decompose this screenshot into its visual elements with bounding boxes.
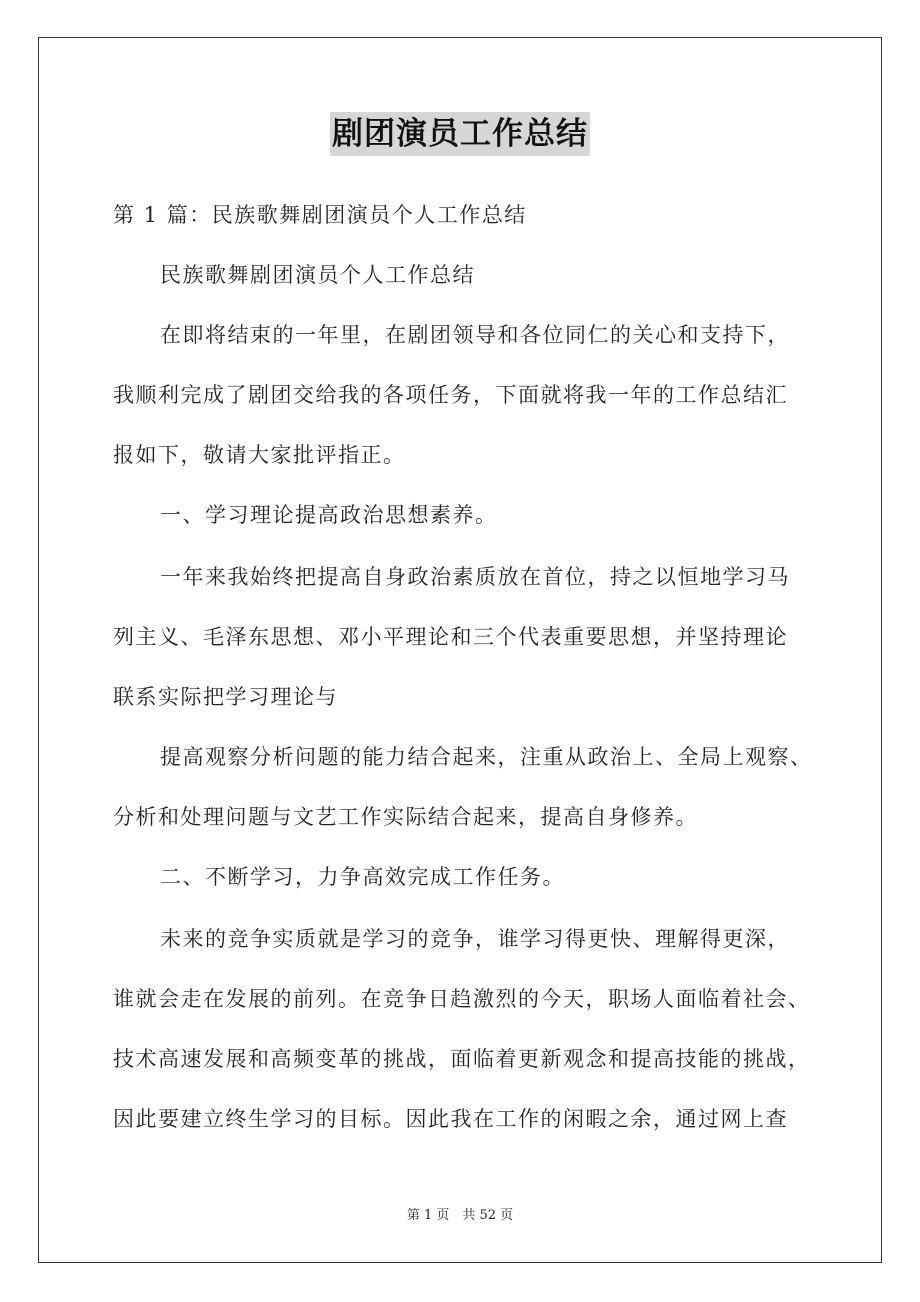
paragraph-line: 报如下，敬请大家批评指正。 bbox=[113, 443, 406, 467]
paragraph-line: 在即将结束的一年里，在剧团领导和各位同仁的关心和支持下， bbox=[160, 323, 790, 347]
chapter-heading: 第 1 篇：民族歌舞剧团演员个人工作总结 bbox=[113, 203, 527, 227]
section-heading: 二、不断学习，力争高效完成工作任务。 bbox=[160, 865, 565, 889]
paragraph-line: 列主义、毛泽东思想、邓小平理论和三个代表重要思想，并坚持理论 bbox=[113, 625, 788, 649]
paragraph-line: 分析和处理问题与文艺工作实际结合起来，提高自身修养。 bbox=[113, 805, 698, 829]
paragraph-line: 未来的竞争实质就是学习的竞争，谁学习得更快、理解得更深， bbox=[160, 927, 790, 951]
paragraph-line: 提高观察分析问题的能力结合起来，注重从政治上、全局上观察、 bbox=[160, 745, 813, 769]
paragraph-line: 技术高速发展和高频变革的挑战，面临着更新观念和提高技能的挑战， bbox=[113, 1047, 811, 1071]
paragraph-line: 一年来我始终把提高自身政治素质放在首位，持之以恒地学习马 bbox=[160, 565, 790, 589]
section-heading: 一、学习理论提高政治思想素养。 bbox=[160, 503, 498, 527]
page-number-footer: 第 1 页 共 52 页 bbox=[406, 1208, 514, 1223]
title-container bbox=[0, 112, 920, 156]
paragraph-line: 我顺利完成了剧团交给我的各项任务，下面就将我一年的工作总结汇 bbox=[113, 383, 788, 407]
paragraph-line: 因此要建立终生学习的目标。因此我在工作的闲暇之余，通过网上查 bbox=[113, 1107, 788, 1131]
paragraph-line: 联系实际把学习理论与 bbox=[113, 685, 338, 709]
page-title: 剧团演员工作总结 bbox=[330, 112, 590, 156]
section-subtitle: 民族歌舞剧团演员个人工作总结 bbox=[160, 263, 475, 287]
paragraph-line: 谁就会走在发展的前列。在竞争日趋激烈的今天，职场人面临着社会、 bbox=[113, 987, 811, 1011]
